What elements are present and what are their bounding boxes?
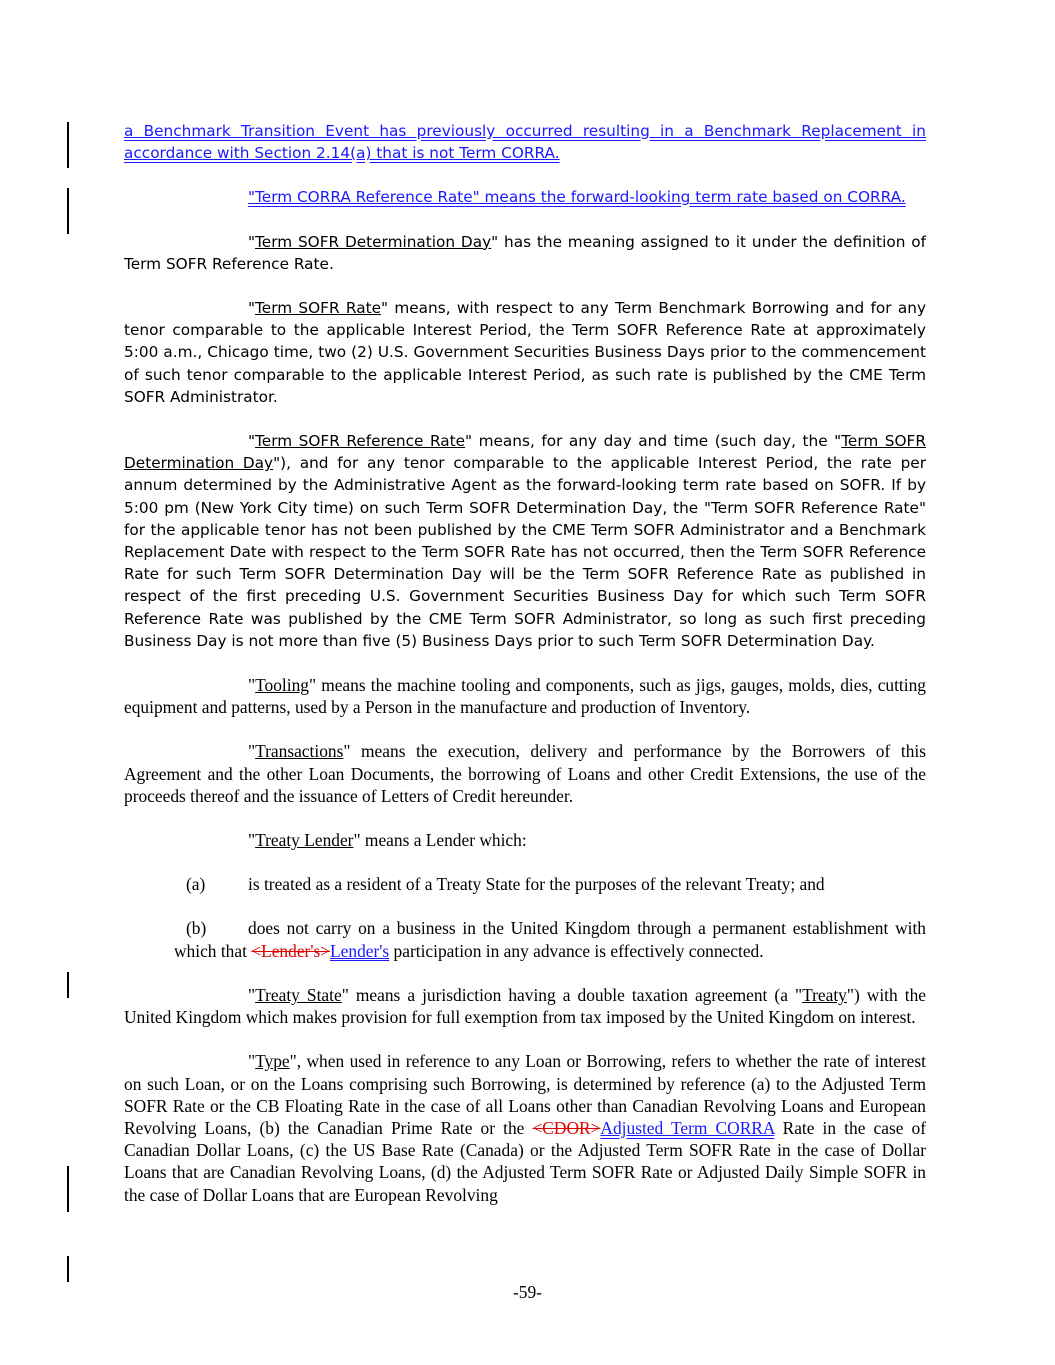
quote-open: "	[248, 984, 256, 1005]
definition-text: " means the execution, delivery and performance by the Borrowers of this Agreement and the other Loan Documents, the borrowing of Loans and other Credit Extensions, the use of the proceeds thereof and the issuance of Letters of Credit hereunder.	[124, 741, 926, 806]
definition-treaty-state	[124, 984, 926, 1028]
definition-type	[124, 1050, 926, 1205]
paragraph-term-corra-continued	[124, 120, 926, 164]
quote-open: "	[248, 830, 256, 851]
change-bar	[67, 188, 69, 234]
definition-text: " has the meaning assigned to it under the definition of Term SOFR Reference Rate.	[124, 232, 926, 273]
quote-open: "	[248, 675, 256, 696]
page-number: -59-	[513, 1282, 542, 1302]
definition-text: " means the machine tooling and components, such as jigs, gauges, molds, dies, cutting equipment and patterns, used by a Person in the manufacture and production of Inventory.	[124, 675, 926, 718]
definition-transactions	[124, 740, 926, 807]
definition-text: " means, for any day and time (such day, the "	[465, 432, 842, 451]
quote-open: "	[248, 299, 256, 318]
definition-term-sofr-reference-rate	[124, 430, 926, 652]
defined-term: Tooling	[255, 675, 309, 696]
definition-term-corra-reference-rate	[124, 186, 926, 208]
list-item-number: (a)	[186, 874, 206, 895]
document-page	[124, 120, 926, 1228]
definition-text: ", when used in reference to any Loan or Borrowing, refers to whether the rate of interest on such Loan, or on the Loans comprising such Borrowing, is determined by reference (a) to the Adjusted Term SOFR Rate or the CB Floating Rate in the case of all Loans other than Canadian Revolving Loans and European Revolving Loans, (b) the Canadian Prime Rate or the	[124, 1051, 926, 1138]
inserted-text: a Benchmark Transition Event has previously occurred resulting in a Benchmark Replacement in accordance with Section 2.14(a) that is not Term CORRA.	[124, 122, 926, 163]
inserted-text: Adjusted Term CORRA	[600, 1117, 775, 1138]
definition-tooling	[124, 674, 926, 718]
defined-term: Treaty	[802, 984, 847, 1005]
list-item-text: does not carry on a business in the United Kingdom through a permanent establishment with which that	[174, 918, 926, 961]
list-item-number: (b)	[186, 918, 207, 939]
list-item-text: is treated as a resident of a Treaty State for the purposes of the relevant Treaty; and	[248, 874, 825, 895]
defined-term: Term SOFR Determination Day	[255, 232, 492, 251]
defined-term: Type	[255, 1051, 290, 1072]
defined-term: Transactions	[255, 741, 344, 762]
quote-open: "	[248, 741, 256, 762]
quote-open: "	[248, 1051, 256, 1072]
change-bar	[67, 1166, 69, 1212]
definition-text: " means a jurisdiction having a double taxation agreement (a "	[341, 984, 803, 1005]
deleted-text: <Lender's>	[251, 940, 331, 961]
change-bar	[67, 122, 69, 168]
definition-treaty-lender	[124, 829, 926, 851]
defined-term: Term SOFR Rate	[255, 299, 382, 318]
definition-text: " means a Lender which:	[353, 830, 527, 851]
inserted-text: Lender's	[330, 940, 390, 961]
deleted-text: <CDOR>	[532, 1117, 601, 1138]
list-item-b	[124, 917, 926, 961]
definition-term-sofr-determination-day	[124, 231, 926, 275]
list-item-text: participation in any advance is effectively connected.	[389, 940, 764, 961]
defined-term: Term SOFR Determination Day	[124, 432, 926, 473]
defined-term: Term SOFR Reference Rate	[255, 432, 466, 451]
inserted-text: "Term CORRA Reference Rate" means the forward-looking term rate based on CORRA.	[248, 188, 906, 207]
quote-open: "	[248, 232, 256, 251]
change-bar	[67, 1256, 69, 1282]
definition-text: ") with the United Kingdom which makes provision for full exemption from tax imposed by the United Kingdom on interest.	[124, 984, 927, 1028]
definition-text: Rate in the case of Canadian Dollar Loans, (c) the US Base Rate (Canada) or the Adjusted Term SOFR Rate in the case of Dollar Loans that are Canadian Revolving Loans, (d) the Adjusted Term SOFR Rate or Adjusted Daily Simple SOFR in the case of Dollar Loans that are European Revolving	[124, 1117, 927, 1205]
defined-term: Treaty Lender	[255, 830, 354, 851]
change-bar	[67, 972, 69, 998]
definition-term-sofr-rate	[124, 297, 926, 408]
definition-text: " means, with respect to any Term Benchmark Borrowing and for any tenor comparable to the applicable Interest Period, the Term SOFR Reference Rate at approximately 5:00 a.m., Chicago time, two (2) U.S. Government Securities Business Days prior to the commencement of such tenor comparable to the applicable Interest Period, as such rate is published by the CME Term SOFR Administrator.	[124, 299, 926, 406]
defined-term: Treaty State	[255, 984, 342, 1005]
list-item-a	[124, 873, 926, 895]
definition-text: "), and for any tenor comparable to the applicable Interest Period, the rate per annum determined by the Administrative Agent as the forward-looking term rate based on SOFR. If by 5:00 pm (New York City time) on such Term SOFR Determination Day, the "Term SOFR Reference Rate" for the applicable tenor has not been published by the CME Term SOFR Administrator and a Benchmark Replacement Date with respect to the Term SOFR Rate has not occurred, then the Term SOFR Reference Rate for such Term SOFR Determination Day will be the Term SOFR Reference Rate as published in respect of the first preceding U.S. Government Securities Business Day for which such Term SOFR Reference Rate was published by the CME Term SOFR Administrator, so long as such first preceding Business Day is not more than five (5) Business Days prior to such Term SOFR Determination Day.	[124, 454, 926, 650]
quote-open: "	[248, 432, 256, 451]
